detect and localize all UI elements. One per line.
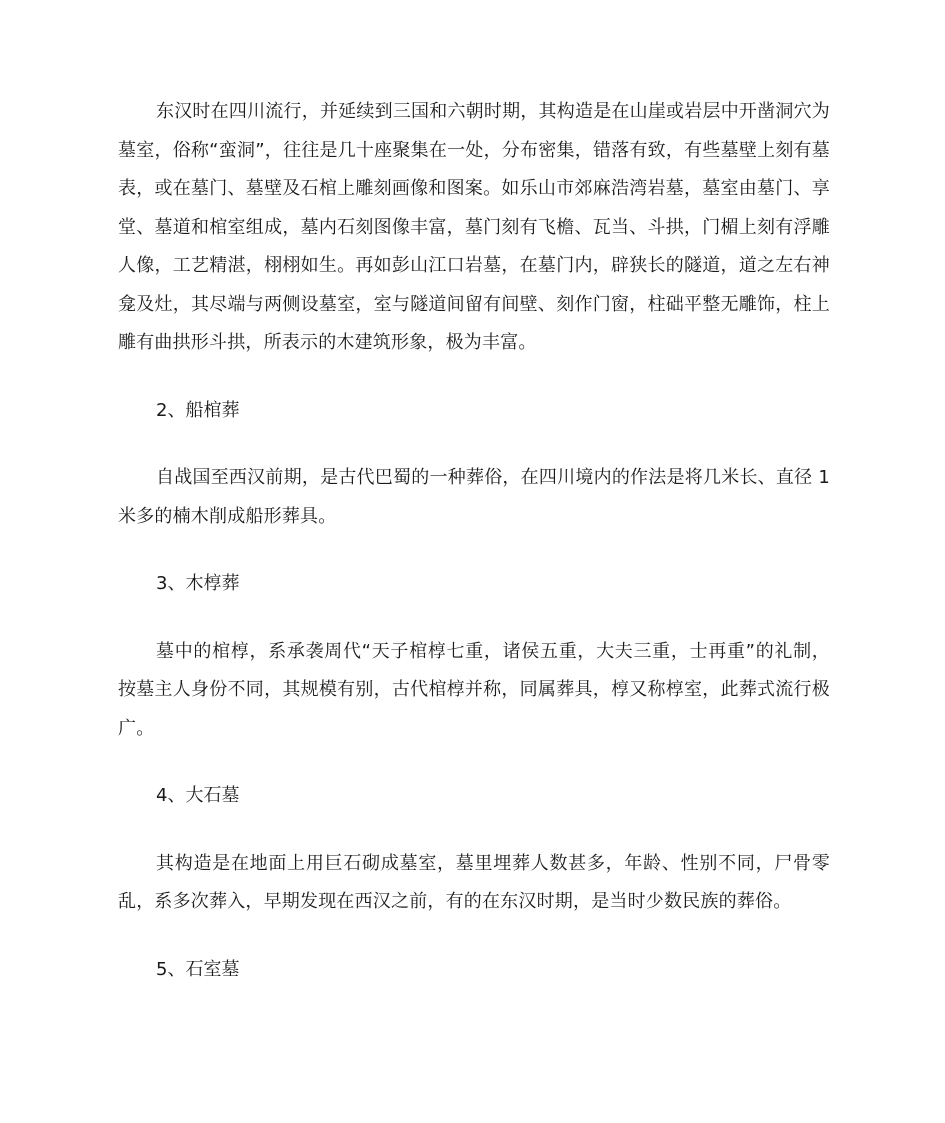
heading-boat-coffin-burial: 2、船棺葬 xyxy=(156,399,240,421)
heading-wooden-outer-coffin: 3、木椁葬 xyxy=(156,573,240,594)
document-body xyxy=(118,93,830,989)
heading-megalithic-tomb: 4、大石墓 xyxy=(156,785,240,806)
paragraph-cliff-tombs: 东汉时在四川流行，并延续到三国和六朝时期，其构造是在山崖或岩层中开凿洞穴为墓室，俗称“蛮洞”，往往是几十座聚集在一处，分布密集，错落有致，有些墓壁上刻有墓表，或在墓门、墓壁及石棺上雕刻画像和图案。如乐山市郊麻浩湾岩墓，墓室由墓门、享堂、墓道和棺室组成，墓内石刻图像丰富，墓门刻有飞檐、瓦当、斗拱，门楣上刻有浮雕人像，工艺精湛，栩栩如生。再如彭山江口岩墓，在墓门内，辟狭长的隧道，道之左右神龛及灶，其尽端与两侧设墓室，室与隧道间留有间壁、刻作门窗，柱础平整无雕饰，柱上雕有曲拱形斗拱，所表示的木建筑形象，极为丰富。 xyxy=(118,101,830,353)
paragraph-boat-coffin-burial: 自战国至西汉前期，是古代巴蜀的一种葬俗，在四川境内的作法是将几米长、直径 1 米多的楠木削成船形葬具。 xyxy=(118,467,830,527)
heading-stone-chamber-tomb: 5、石室墓 xyxy=(156,958,240,980)
paragraph-wooden-outer-coffin: 墓中的棺椁，系承袭周代“天子棺椁七重，诸侯五重，大夫三重，士再重”的礼制，按墓主人身份不同，其规模有别，古代棺椁并称，同属葬具，椁又称椁室，此葬式流行极广。 xyxy=(118,640,830,739)
paragraph-megalithic-tomb: 其构造是在地面上用巨石砌成墓室，墓里埋葬人数甚多，年龄、性别不同，尸骨零乱，系多次葬入，早期发现在西汉之前，有的在东汉时期，是当时少数民族的葬俗。 xyxy=(118,852,830,912)
